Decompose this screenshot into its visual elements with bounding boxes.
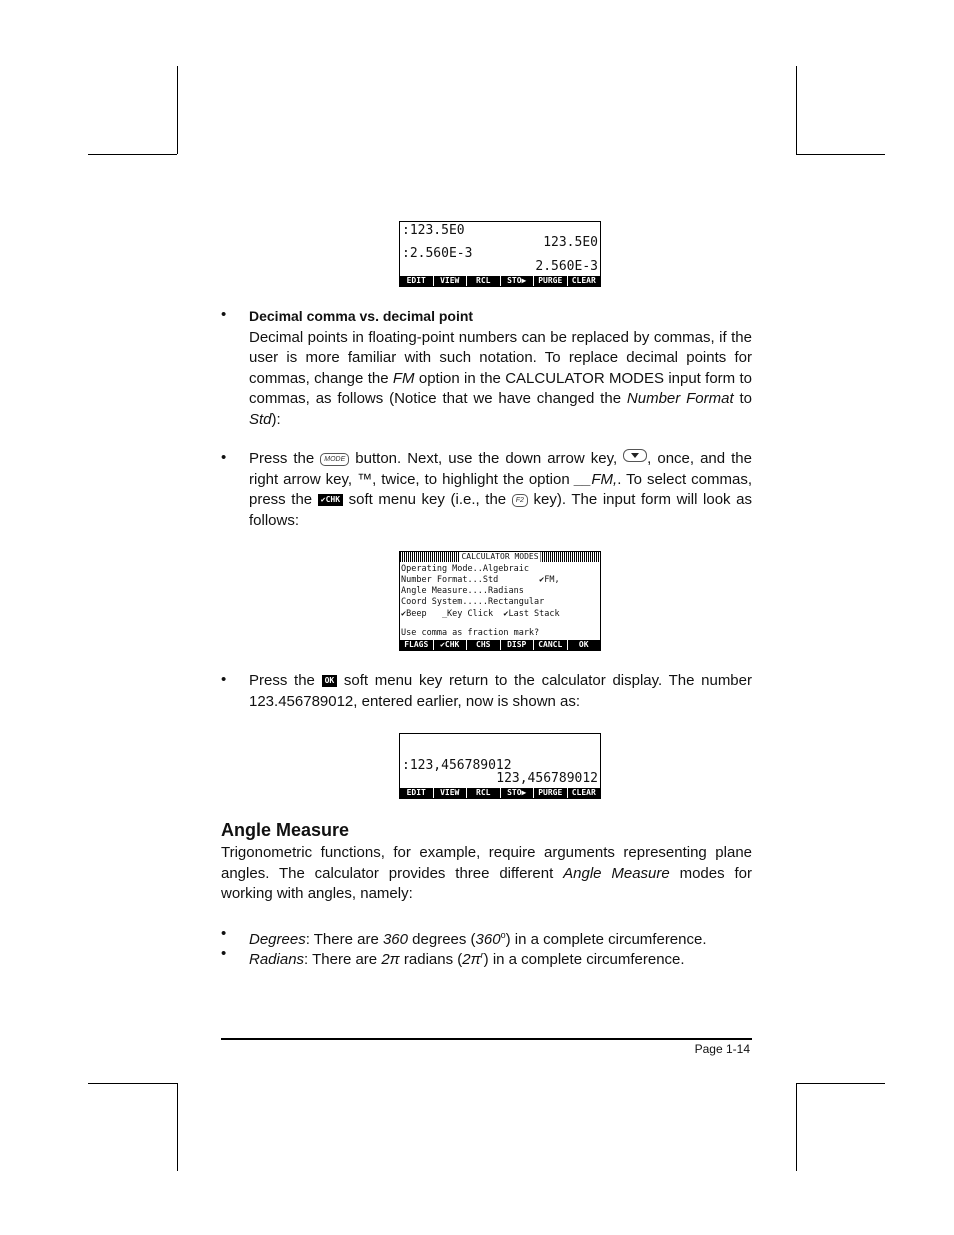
press-ok-paragraph xyxy=(249,671,752,712)
form-row: Angle Measure....Radians xyxy=(401,586,524,596)
softkey-rcl: RCL xyxy=(467,276,500,286)
f2-key-icon: F2 xyxy=(512,494,528,507)
crop-mark xyxy=(177,1083,178,1171)
crop-mark xyxy=(796,66,797,154)
softkey-rcl: RCL xyxy=(467,788,500,798)
decimal-section xyxy=(249,306,752,430)
softkey-clear: CLEAR xyxy=(568,276,601,286)
stack-line-2: 123,456789012 xyxy=(496,771,598,786)
help-line: Use comma as fraction mark? xyxy=(401,628,540,638)
stack-line-1: :123.5E0 xyxy=(402,223,465,238)
body-text: : There are xyxy=(305,931,383,948)
softkey-bar xyxy=(400,276,600,286)
body-text: . To select commas, press the xyxy=(249,470,752,508)
softkey-clear: CLEAR xyxy=(568,788,601,798)
stack-line-4: 2.560E-3 xyxy=(535,259,598,274)
degrees-value: 360 xyxy=(382,931,408,948)
body-text: radians ( xyxy=(399,951,463,968)
body-text: Press the xyxy=(249,450,321,467)
fm-option: __FM, xyxy=(574,470,618,488)
body-text: ) in a complete circumference. xyxy=(505,931,707,948)
softkey-ok: OK xyxy=(568,640,601,650)
calculator-screen-3 xyxy=(399,733,601,799)
softkey-sto: STO▶ xyxy=(501,276,534,286)
form-row: Operating Mode..Algebraic xyxy=(401,564,529,574)
ok-softkey-icon: OK xyxy=(322,675,338,687)
crop-mark xyxy=(88,1083,177,1084)
section-title: Angle Measure xyxy=(221,820,350,840)
crop-mark xyxy=(796,1083,797,1171)
radian-symbol: r xyxy=(480,950,484,960)
stack-line-2: 123.5E0 xyxy=(543,235,598,250)
body-text: button. Next, use the down arrow key, xyxy=(349,450,624,467)
bullet: • xyxy=(221,925,227,942)
degrees-label: Degrees xyxy=(249,931,306,948)
two-pi: 2π xyxy=(381,951,400,968)
decimal-heading: Decimal comma vs. decimal point xyxy=(249,308,474,324)
radians-item xyxy=(249,945,752,971)
mode-key-icon: MODE xyxy=(320,453,349,466)
softkey-edit: EDIT xyxy=(400,788,433,798)
body-text: Trigonometric functions, for example, require arguments representing plane angles. The calculator provides three different xyxy=(221,844,752,882)
check-softkey-icon: ✔CHK xyxy=(318,494,343,506)
softkey-chs: CHS xyxy=(467,640,500,650)
std-term: Std xyxy=(249,410,272,428)
crop-mark xyxy=(796,154,885,155)
form-row: Number Format...Std ✔FM, xyxy=(401,575,560,585)
screen-title: CALCULATOR MODES xyxy=(461,552,539,561)
bullet: • xyxy=(221,671,227,688)
body-text: to xyxy=(733,390,752,407)
bullet: • xyxy=(221,945,227,962)
softkey-sto: STO▶ xyxy=(501,788,534,798)
crop-mark xyxy=(88,154,177,155)
bullet: • xyxy=(221,306,227,323)
press-mode-paragraph xyxy=(249,449,752,531)
softkey-chk: ✔CHK xyxy=(434,640,467,650)
number-format-term: Number Format xyxy=(626,390,734,407)
body-text: soft menu key return to the calculator display. The number 123.456789012, entered earlier, now is shown as: xyxy=(249,672,752,710)
body-text: : There are xyxy=(304,951,382,968)
form-row: ✔Beep _Key Click ✔Last Stack xyxy=(401,609,560,619)
page-number: Page 1-14 xyxy=(694,1042,750,1056)
softkey-edit: EDIT xyxy=(400,276,433,286)
body-text: ): xyxy=(271,410,281,428)
degree-symbol: o xyxy=(500,930,506,940)
body-text: ) in a complete circumference. xyxy=(483,951,685,968)
angle-intro xyxy=(221,843,752,905)
body-text: Decimal points in floating-point numbers can be replaced by commas, if the user is more familiar with such notation. To replace decimal points for commas, change the xyxy=(249,328,752,387)
calculator-screen-1 xyxy=(399,221,601,287)
radians-label: Radians xyxy=(249,951,305,968)
stack-line-3: :2.560E-3 xyxy=(402,246,473,261)
body-text: soft menu key (i.e., the xyxy=(343,491,512,508)
body-text: key). The input form will look as follows: xyxy=(249,491,752,529)
calculator-modes-screen xyxy=(399,551,601,651)
two-pi: 2π xyxy=(462,951,481,968)
down-arrow-key-icon xyxy=(623,449,647,462)
body-text: , once, and the right arrow key, ™, twice, to highlight the option xyxy=(249,450,752,488)
softkey-flags: FLAGS xyxy=(400,640,433,650)
softkey-bar xyxy=(400,640,600,650)
softkey-bar xyxy=(400,788,600,798)
body-text: degrees ( xyxy=(408,931,476,948)
stack-line-1: :123,456789012 xyxy=(402,758,512,773)
footer-rule xyxy=(221,1038,752,1040)
screen-title-bar xyxy=(400,552,600,562)
crop-mark xyxy=(177,66,178,154)
body-text: Press the xyxy=(249,672,322,689)
form-row: Coord System.....Rectangular xyxy=(401,597,545,607)
softkey-cancl: CANCL xyxy=(534,640,567,650)
degrees-value: 360 xyxy=(475,931,501,948)
softkey-view: VIEW xyxy=(434,276,467,286)
angle-measure-term: Angle Measure xyxy=(563,864,670,882)
body-text: option in the CALCULATOR MODES input form to commas, as follows (Notice that we have changed the xyxy=(249,369,752,407)
softkey-purge: PURGE xyxy=(534,788,567,798)
softkey-purge: PURGE xyxy=(534,276,567,286)
bullet: • xyxy=(221,449,227,466)
crop-mark xyxy=(796,1083,885,1084)
softkey-disp: DISP xyxy=(501,640,534,650)
body-text: modes for working with angles, namely: xyxy=(221,864,752,902)
softkey-view: VIEW xyxy=(434,788,467,798)
fm-option: FM xyxy=(392,369,415,387)
